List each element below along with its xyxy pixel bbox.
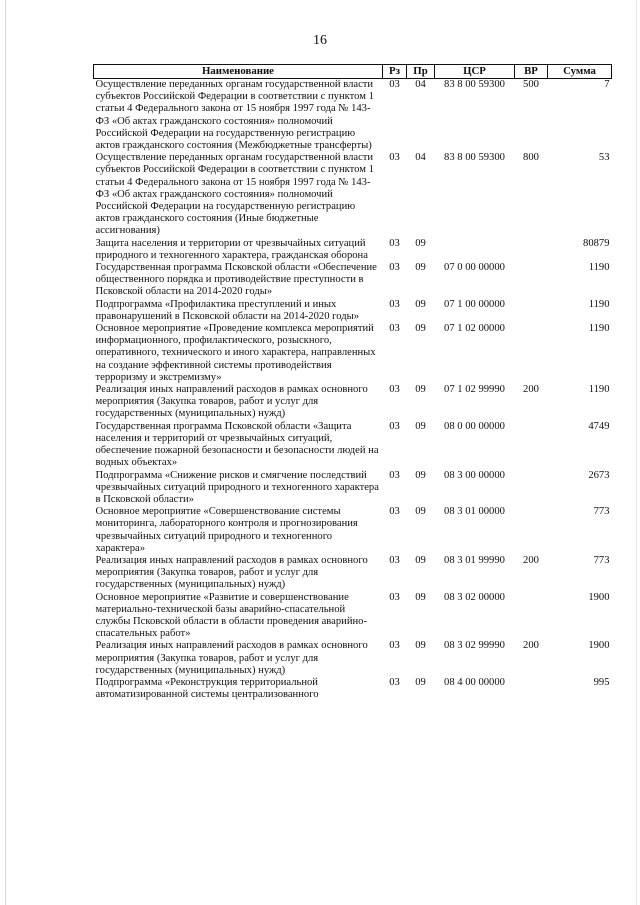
row-sum: 1900 <box>588 591 610 603</box>
row-csr: 08 4 00 00000 <box>444 676 505 688</box>
table-row <box>94 79 612 153</box>
row-sum: 80879 <box>583 237 610 249</box>
row-pr: 09 <box>415 420 426 432</box>
row-sum: 53 <box>598 152 610 164</box>
row-name: Основное мероприятие «Развитие и совершенствование материально-технической базы аварийно-спасательной службы Псковской области в области проведения аварийно-спасательных работ» <box>95 591 367 640</box>
header-pr: Пр <box>407 65 435 79</box>
row-pr: 09 <box>415 384 426 396</box>
header-csr: ЦСР <box>435 65 515 79</box>
header-rz: Рз <box>383 65 407 79</box>
row-rz: 03 <box>389 298 400 310</box>
row-sum: 7 <box>604 79 610 90</box>
row-name: Государственная программа Псковской области «Защита населения и территорий от чрезвычайных ситуаций, обеспечение пожарной безопасности и безопасности людей на водных объектах» <box>95 420 379 469</box>
row-vr <box>515 262 548 299</box>
row-sum: 1190 <box>588 298 610 310</box>
row-pr: 04 <box>415 79 426 90</box>
row-pr: 09 <box>415 506 426 518</box>
table-row <box>94 238 612 262</box>
row-csr: 07 1 00 00000 <box>444 298 505 310</box>
row-vr <box>515 323 548 384</box>
row-rz: 03 <box>389 237 400 249</box>
budget-table <box>93 64 612 701</box>
row-vr: 200 <box>523 554 539 566</box>
row-rz: 03 <box>389 384 400 396</box>
row-sum: 1190 <box>588 323 610 335</box>
scan-edge-right <box>636 0 637 905</box>
row-name: Основное мероприятие «Совершенствование системы мониторинга, лабораторного контроля и прогнозирования чрезвычайных ситуаций природного и техногенного характера» <box>95 506 358 554</box>
row-rz: 03 <box>389 591 400 603</box>
header-name: Наименование <box>94 65 383 79</box>
row-csr: 08 3 02 99990 <box>444 640 505 652</box>
row-rz: 03 <box>389 79 400 90</box>
row-name: Подпрограмма «Профилактика преступлений и иных правонарушений в Псковской области на 2014-2020 годы» <box>95 298 360 322</box>
row-csr: 07 1 02 99990 <box>444 384 505 396</box>
row-rz: 03 <box>389 554 400 566</box>
row-rz: 03 <box>389 469 400 481</box>
row-csr: 08 3 01 00000 <box>444 506 505 518</box>
table-row <box>94 421 612 470</box>
table-row <box>94 384 612 421</box>
row-vr <box>515 592 548 641</box>
row-csr: 08 3 00 00000 <box>444 469 505 481</box>
row-sum: 1190 <box>588 384 610 396</box>
row-sum: 773 <box>593 506 610 518</box>
table-row <box>94 677 612 701</box>
table-row <box>94 506 612 555</box>
row-csr: 07 0 00 00000 <box>444 262 505 274</box>
row-csr: 07 1 02 00000 <box>444 323 505 335</box>
row-vr <box>515 238 548 262</box>
table-header-row <box>94 65 612 79</box>
row-rz: 03 <box>389 420 400 432</box>
row-rz: 03 <box>389 262 400 274</box>
row-pr: 09 <box>415 554 426 566</box>
row-name: Защита населения и территории от чрезвычайных ситуаций природного и техногенного характера, гражданская оборона <box>95 237 368 261</box>
row-vr: 200 <box>523 384 539 396</box>
row-pr: 09 <box>415 237 426 249</box>
row-vr <box>515 470 548 507</box>
table-row <box>94 470 612 507</box>
row-sum: 773 <box>593 554 610 566</box>
row-pr: 09 <box>415 591 426 603</box>
row-pr: 09 <box>415 469 426 481</box>
row-name: Основное мероприятие «Проведение комплекса мероприятий информационного, профилактического, розыскного, оперативного, технического и иного характера, направленных на создание эффективной системы противодействия терроризму и экстремизму» <box>95 323 376 383</box>
row-csr: 83 8 00 59300 <box>444 152 505 164</box>
row-csr: 08 3 02 00000 <box>444 591 505 603</box>
row-sum: 1900 <box>588 640 610 652</box>
row-name: Подпрограмма «Реконструкция территориальной автоматизированной системы централизованного <box>95 676 319 701</box>
row-name: Осуществление переданных органам государственной власти субъектов Российской Федерации в соответствии с пунктом 1 статьи 4 Федерального закона от 15 ноября 1997 года № 143-ФЗ «Об актах гражданского состояния» полномочий Российской Федерации на государственную регистрацию актов гражданского состояния (Межбюджетные трансферты) <box>95 79 374 152</box>
row-rz: 03 <box>389 676 400 688</box>
row-pr: 04 <box>415 152 426 164</box>
row-vr <box>515 299 548 323</box>
table-row <box>94 555 612 592</box>
row-name: Государственная программа Псковской области «Обеспечение общественного порядка и противодействие преступности в Псковской области на 2014-2020 годы» <box>95 262 377 298</box>
row-pr: 09 <box>415 323 426 335</box>
row-name: Реализация иных направлений расходов в рамках основного мероприятия (Закупка товаров, работ и услуг для государственных (муниципальных) нужд) <box>95 554 368 591</box>
table-row <box>94 323 612 384</box>
header-vr: ВР <box>515 65 548 79</box>
header-sum: Сумма <box>548 65 612 79</box>
row-name: Реализация иных направлений расходов в рамках основного мероприятия (Закупка товаров, работ и услуг для государственных (муниципальных) нужд) <box>95 384 368 420</box>
table-row <box>94 640 612 677</box>
row-csr: 83 8 00 59300 <box>444 79 505 90</box>
table-row <box>94 299 612 323</box>
row-vr <box>515 506 548 555</box>
row-sum: 1190 <box>588 262 610 274</box>
row-csr: 08 0 00 00000 <box>444 420 505 432</box>
row-vr: 200 <box>523 640 539 652</box>
row-vr <box>515 677 548 701</box>
row-sum: 2673 <box>588 469 610 481</box>
row-pr: 09 <box>415 640 426 652</box>
row-csr: 08 3 01 99990 <box>444 554 505 566</box>
scan-edge-left <box>5 0 6 905</box>
row-vr: 800 <box>523 152 539 164</box>
row-sum: 995 <box>593 676 610 688</box>
row-name: Осуществление переданных органам государственной власти субъектов Российской Федерации в соответствии с пунктом 1 статьи 4 Федерального закона от 15 ноября 1997 года № 143-ФЗ «Об актах гражданского состояния» полномочий Российской Федерации на государственную регистрацию актов гражданского состояния (Иные бюджетные ассигнования) <box>95 152 374 237</box>
row-name: Подпрограмма «Снижение рисков и смягчение последствий чрезвычайных ситуаций природного и техногенного характера в Псковской области» <box>95 469 379 505</box>
table-row <box>94 152 612 237</box>
row-pr: 09 <box>415 298 426 310</box>
row-vr: 500 <box>523 79 539 90</box>
row-rz: 03 <box>389 506 400 518</box>
row-sum: 4749 <box>588 420 610 432</box>
row-pr: 09 <box>415 262 426 274</box>
row-rz: 03 <box>389 323 400 335</box>
page-number: 16 <box>313 33 327 48</box>
table-row <box>94 262 612 299</box>
row-rz: 03 <box>389 152 400 164</box>
row-pr: 09 <box>415 676 426 688</box>
row-csr <box>435 238 515 262</box>
row-vr <box>515 421 548 470</box>
row-name: Реализация иных направлений расходов в рамках основного мероприятия (Закупка товаров, работ и услуг для государственных (муниципальных) нужд) <box>95 640 368 676</box>
table-row <box>94 592 612 641</box>
row-rz: 03 <box>389 640 400 652</box>
